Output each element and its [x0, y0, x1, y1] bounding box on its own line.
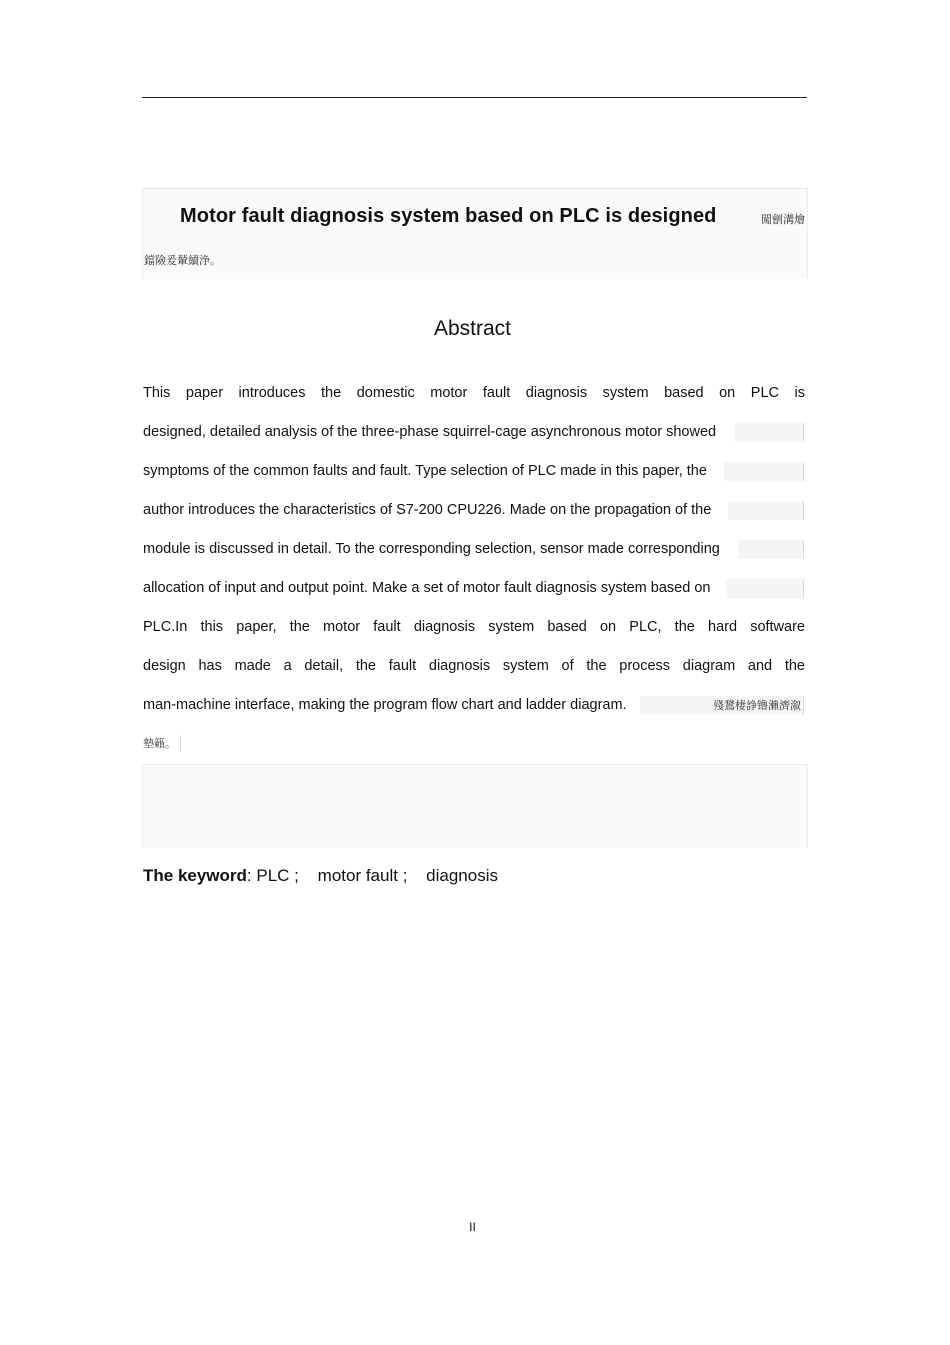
abstract-heading: Abstract	[433, 317, 512, 340]
abstract-line-4: author introduces the characteristics of S7-200 CPU226. Made on the propagation of the	[143, 502, 712, 518]
keyword-item: motor fault ;	[317, 866, 408, 885]
abstract-line-9	[143, 696, 805, 715]
title-garbled-text-continued: 鐺險爰輦續浄。	[144, 254, 221, 267]
abstract-line-1: This paper introduces the domestic motor fault diagnosis system based on PLC is	[143, 385, 805, 401]
abstract-line-3: symptoms of the common faults and fault. Type selection of PLC made in this paper, the	[143, 463, 707, 479]
page-number: II	[469, 1220, 476, 1234]
abstract-line-9-text: man-machine interface, making the program flow chart and ladder diagram.	[143, 697, 627, 713]
paper-title: Motor fault diagnosis system based on PLC is designed	[180, 205, 717, 227]
abstract-line-2: designed, detailed analysis of the three-phase squirrel-cage asynchronous motor showed	[143, 424, 717, 440]
header-rule	[142, 97, 807, 98]
keyword-item: diagnosis	[426, 866, 498, 885]
keywords-line	[143, 866, 498, 886]
keyword-item: PLC ;	[256, 866, 299, 885]
keywords-label: The keyword	[143, 866, 247, 885]
abstract-line-7: PLC.In this paper, the motor fault diagnosis system based on PLC, the hard software	[143, 619, 805, 635]
title-block	[142, 188, 808, 279]
abstract-garbled-text-tail: 墊籟。	[143, 735, 181, 752]
abstract-line-6: allocation of input and output point. Make a set of motor fault diagnosis system based on	[143, 580, 711, 596]
title-garbled-text: 闖劊溝燴	[761, 213, 805, 226]
blank-shaded-area	[142, 764, 808, 848]
keywords-separator: :	[246, 866, 252, 885]
abstract-garbled-text: 殘鵞棲諍镥瀨濟溆	[713, 699, 801, 712]
abstract-line-5: module is discussed in detail. To the corresponding selection, sensor made corresponding	[143, 541, 720, 557]
abstract-line-8: design has made a detail, the fault diagnosis system of the process diagram and the	[143, 658, 805, 674]
